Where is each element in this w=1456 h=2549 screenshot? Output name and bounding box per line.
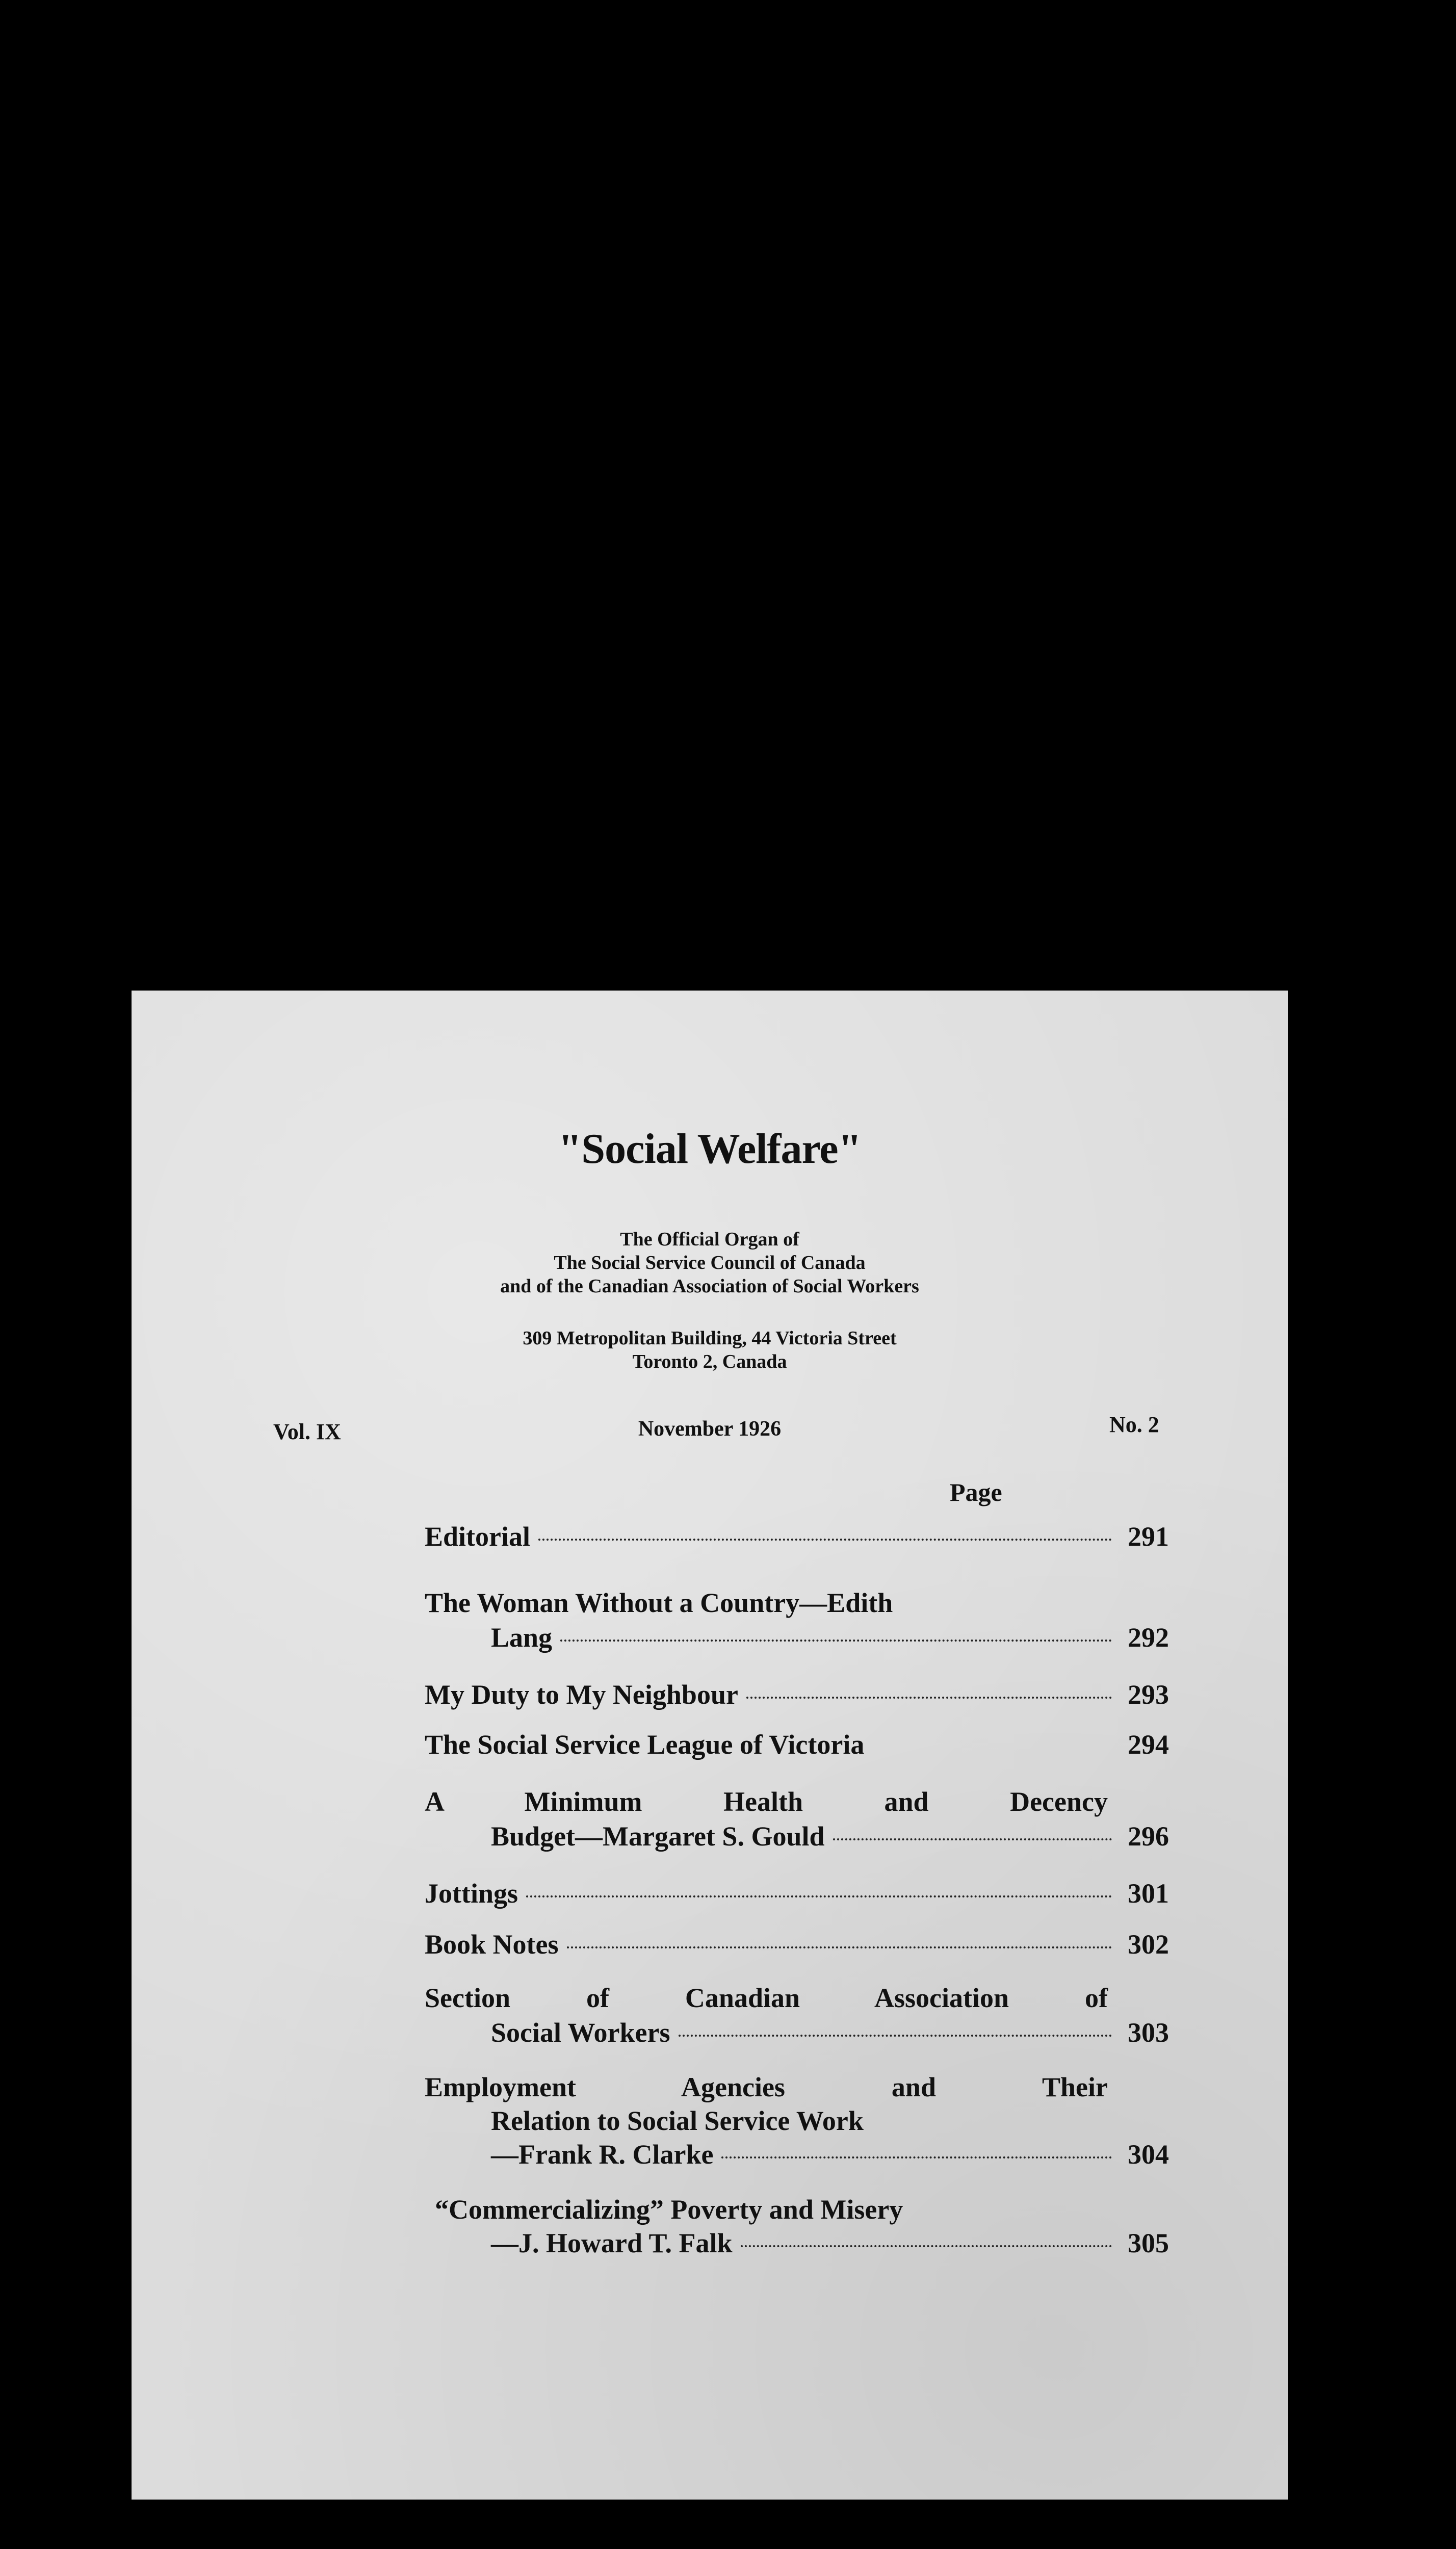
address-line: 309 Metropolitan Building, 44 Victoria Street [523, 1328, 897, 1349]
toc-title: My Duty to My Neighbour [425, 1679, 738, 1710]
toc-title: Employment Agencies and Their [425, 2072, 1108, 2102]
toc-title-cont: Relation to Social Service Work [491, 2105, 864, 2136]
document-page [132, 991, 1288, 2500]
toc-title: “Commercializing” Poverty and Misery [435, 2194, 903, 2225]
toc-page: 305 [1128, 2228, 1169, 2258]
dot-leader [567, 1946, 1112, 1948]
toc-title: Jottings [425, 1878, 518, 1909]
toc-entry [425, 1587, 1169, 1653]
issue-number: No. 2 [1109, 1412, 1159, 1437]
dot-leader [560, 1640, 1112, 1642]
toc-entry [425, 1679, 1169, 1710]
toc-title: Section of Canadian Association of [425, 1983, 1108, 2013]
toc-entry [425, 1786, 1169, 1852]
toc-title-cont: Lang [491, 1622, 553, 1653]
toc-title: The Woman Without a Country—Edith [425, 1588, 893, 1618]
dot-leader [741, 2245, 1112, 2247]
toc-page: 296 [1128, 1821, 1169, 1852]
subtitle-line: The Official Organ of [620, 1229, 799, 1250]
page-column-header: Page [950, 1478, 1002, 1506]
toc-title-cont: —J. Howard T. Falk [491, 2228, 733, 2258]
toc-page: 294 [1128, 1729, 1169, 1760]
toc-page: 301 [1128, 1878, 1169, 1909]
dot-leader [833, 1838, 1112, 1840]
subtitle-line: and of the Canadian Association of Social Workers [500, 1276, 919, 1297]
dot-leader [526, 1895, 1112, 1897]
toc-page: 304 [1128, 2139, 1169, 2170]
dot-leader [746, 1697, 1112, 1699]
toc-title: Book Notes [425, 1929, 559, 1960]
toc-page: 292 [1128, 1622, 1169, 1653]
toc-entry [425, 1729, 1169, 1760]
dot-leader [721, 2156, 1112, 2158]
volume-label: Vol. IX [273, 1419, 341, 1444]
dot-leader [679, 2035, 1112, 2037]
toc-entry [425, 2194, 1169, 2259]
subtitle-line: The Social Service Council of Canada [554, 1252, 866, 1273]
toc-page: 293 [1128, 1679, 1169, 1710]
toc-entry [425, 1982, 1169, 2048]
toc-title-cont: Budget—Margaret S. Gould [491, 1821, 825, 1852]
toc-title: The Social Service League of Victoria [425, 1729, 865, 1760]
toc-entry [425, 1521, 1169, 1552]
toc-title: Editorial [425, 1521, 531, 1552]
toc-page: 291 [1128, 1521, 1169, 1552]
toc-title-cont: —Frank R. Clarke [491, 2139, 714, 2170]
dot-leader [538, 1539, 1112, 1541]
address-line: Toronto 2, Canada [632, 1351, 787, 1372]
toc-entry [425, 1929, 1169, 1960]
issue-date: November 1926 [638, 1417, 782, 1441]
toc-entry [425, 1878, 1169, 1909]
toc-title: A Minimum Health and Decency [425, 1786, 1108, 1817]
magazine-title: "Social Welfare" [558, 1125, 862, 1173]
toc-page: 302 [1128, 1929, 1169, 1960]
toc-title-cont: Social Workers [491, 2017, 670, 2048]
toc-page: 303 [1128, 2017, 1169, 2048]
toc-entry [425, 2071, 1169, 2170]
